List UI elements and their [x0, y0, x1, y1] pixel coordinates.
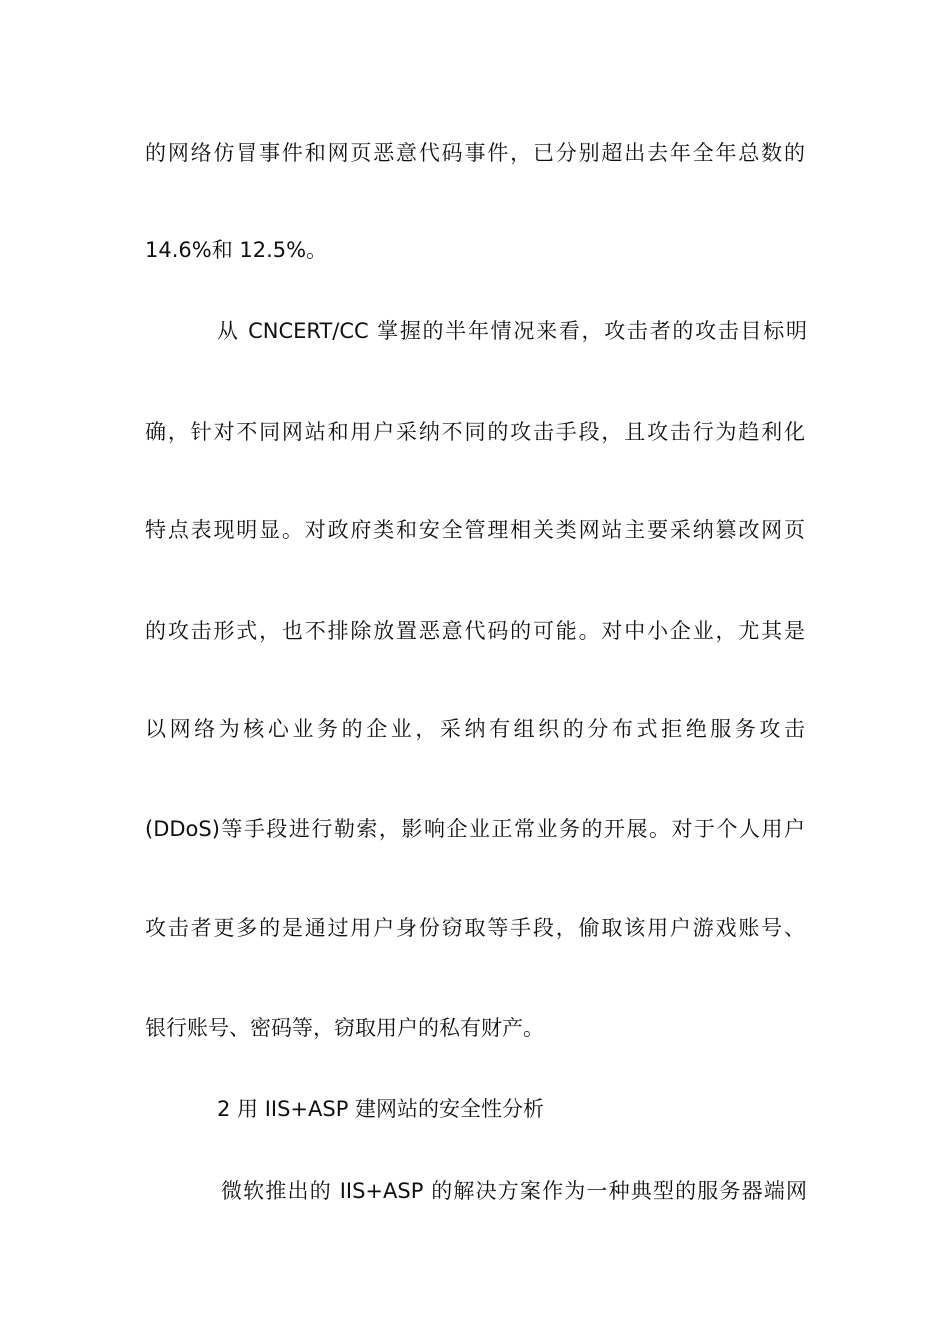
text-line-8: (DDoS)等手段进行勒索，影响企业正常业务的开展。对于个人用户 [145, 817, 805, 841]
text-line-1: 的网络仿冒事件和网页恶意代码事件，已分别超出去年全年总数的 [145, 141, 805, 165]
section-heading: 2 用 IIS+ASP 建网站的安全性分析 [217, 1097, 545, 1121]
text-line-12: 微软推出的 IIS+ASP 的解决方案作为一种典型的服务器端网 [221, 1179, 807, 1203]
text-line-5: 特点表现明显。对政府类和安全管理相关类网站主要采纳篡改网页 [145, 518, 805, 542]
text-line-2: 14.6%和 12.5%。 [145, 238, 328, 262]
text-line-9: 攻击者更多的是通过用户身份窃取等手段，偷取该用户游戏账号、 [145, 916, 805, 940]
text-line-6: 的攻击形式，也不排除放置恶意代码的可能。对中小企业，尤其是 [145, 619, 805, 643]
text-line-10: 银行账号、密码等，窃取用户的私有财产。 [145, 1016, 544, 1040]
text-line-7: 以网络为核心业务的企业，采纳有组织的分布式拒绝服务攻击 [145, 717, 805, 741]
text-line-3: 从 CNCERT/CC 掌握的半年情况来看，攻击者的攻击目标明 [217, 319, 807, 343]
text-line-4: 确，针对不同网站和用户采纳不同的攻击手段，且攻击行为趋利化 [145, 420, 805, 444]
